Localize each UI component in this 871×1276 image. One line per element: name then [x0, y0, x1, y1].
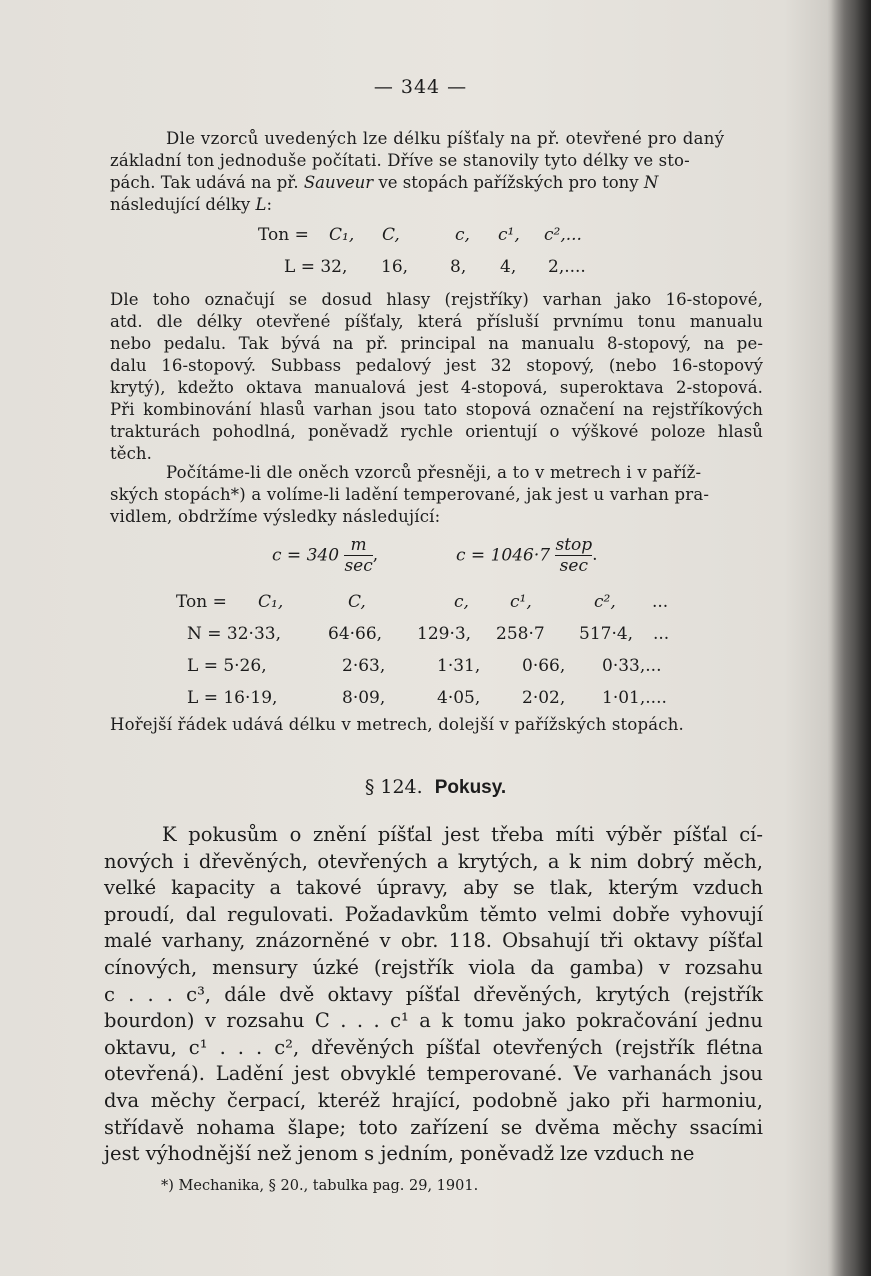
text-line: velké kapacity a takové úpravy, aby se tlak, kterým vzduch	[104, 876, 763, 900]
table-cell: 258·7	[496, 624, 545, 644]
table-cell: ...	[652, 592, 669, 612]
table-cell: c¹,	[510, 592, 532, 612]
text-line: dva měchy čerpací, kteréž hrající, podobně jako při harmoniu,	[104, 1088, 763, 1112]
table-cell: 0·33,...	[602, 656, 662, 676]
text-line: vidlem, obdržíme výsledky následující:	[110, 507, 441, 526]
text-line: těch.	[110, 444, 153, 463]
table-cell: 1·01,....	[602, 688, 667, 708]
text-line: cínových, mensury úzké (rejstřík viola da gamba) v rozsahu	[104, 955, 763, 979]
text-line: střídavě nohama šlape; toto zařízení se dvěma měchy ssacími	[104, 1115, 763, 1139]
length-cell: 8,	[450, 257, 467, 277]
table-cell: 8·09,	[342, 688, 386, 708]
tone-cell: C₁,	[329, 225, 355, 245]
formula-feet: c = 1046·7 $\frac{\text{stop}}{\sec}$ .	[456, 535, 598, 576]
calc-paragraph	[110, 462, 763, 528]
intro-paragraph	[110, 128, 763, 216]
table-cell: 517·4,	[579, 624, 634, 644]
text-line: K pokusům o znění píšťal jest třeba míti výběr píšťal cí-	[162, 823, 763, 846]
text-line: jest výhodnější než jenom s jedním, poněvadž lze vzduch ne	[104, 1142, 695, 1166]
text-line: Dle toho označují se dosud hlasy (rejstříky) varhan jako 16-stopové,	[110, 290, 763, 309]
intro-line-3: pách. Tak udává na př. Sauveur ve stopách pařížských pro tony N	[110, 173, 659, 192]
length-cell: 4,	[500, 257, 517, 277]
table-cell: C,	[348, 592, 366, 612]
tone-cell: c²,...	[544, 225, 582, 245]
page-edge-shadow	[831, 0, 871, 1276]
intro-line-4: následující délky L:	[110, 195, 273, 214]
tone-cell: C,	[382, 225, 400, 245]
ton-label: Ton =	[258, 225, 309, 245]
text-line: Počítáme-li dle oněch vzorců přesněji, a to v metrech i v paříž-	[166, 463, 702, 482]
table-cell: c,	[454, 592, 469, 612]
formula-meters: c = 340 $\frac{m}{\sec}$ ,	[272, 535, 379, 576]
row-label: L = 16·19,	[187, 688, 278, 708]
text-line: malé varhany, znázorněné v obr. 118. Obsahují tři oktavy píšťal	[104, 929, 763, 953]
text-line: krytý), kdežto oktava manualová jest 4-stopová, superoktava 2-stopová.	[110, 378, 763, 397]
fraction-stop-sec: $\frac{\text{stop}}{\sec}$	[555, 535, 593, 576]
table-cell: 129·3,	[417, 624, 472, 644]
tone-cell: c,	[455, 225, 470, 245]
text-line: ských stopách*) a volíme-li ladění temperované, jak jest u varhan pra-	[110, 485, 710, 504]
text-line: c . . . c³, dále dvě oktavy píšťal dřevěných, krytých (rejstřík	[104, 982, 763, 1006]
text-line: Při kombinování hlasů varhan jsou tato stopová označení na rejstříkových	[110, 400, 763, 419]
table-cell: C₁,	[258, 592, 284, 612]
intro-line-1: Dle vzorců uvedených lze délku píšťaly na př. otevřené pro daný	[166, 129, 725, 148]
intro-line-2: základní ton jednoduše počítati. Dříve se stanovily tyto délky ve sto-	[110, 151, 690, 170]
table-cell: 2·02,	[522, 688, 566, 708]
tone-cell: c¹,	[498, 225, 520, 245]
length-cell: 2,....	[548, 257, 586, 277]
table-cell: ...	[653, 624, 670, 644]
table-cell: 0·66,	[522, 656, 566, 676]
section-number: § 124.	[364, 776, 423, 798]
text-line: dalu 16-stopový. Subbass pedalový jest 32 stopový, (nebo 16-stopový	[110, 356, 763, 375]
text-line: nebo pedalu. Tak bývá na př. principal na manualu 8-stopový, na pe-	[110, 334, 763, 353]
table-caption: Hořejší řádek udává délku v metrech, dolejší v pařížských stopách.	[110, 715, 685, 734]
row-label: Ton =	[176, 592, 227, 612]
page-number: — 344 —	[373, 76, 468, 98]
table-cell: 2·63,	[342, 656, 386, 676]
text-line: oktavu, c¹ . . . c², dřevěných píšťal otevřených (rejstřík flétna	[104, 1035, 763, 1059]
section-title: Pokusy.	[434, 777, 507, 798]
length-cell: 16,	[381, 257, 409, 277]
length-label: L = 32,	[284, 257, 348, 277]
text-line: atd. dle délky otevřené píšťaly, která přísluší prvnímu tonu manualu	[110, 312, 763, 331]
text-line: trakturách pohodlná, poněvadž rychle orientují o výškové poloze hlasů	[110, 422, 763, 441]
text-line: proudí, dal regulovati. Požadavkům těmto velmi dobře vyhovují	[104, 902, 763, 926]
table-cell: 4·05,	[437, 688, 481, 708]
fraction-m-sec: $\frac{m}{\sec}$	[344, 535, 373, 576]
section-heading	[0, 776, 871, 799]
row-label: L = 5·26,	[187, 656, 267, 676]
stops-paragraph	[110, 289, 763, 465]
table-cell: c²,	[594, 592, 616, 612]
text-line: otevřená). Ladění jest obvyklé temperované. Ve varhanách jsou	[104, 1062, 763, 1086]
table-cell: 1·31,	[437, 656, 481, 676]
text-line: bourdon) v rozsahu C . . . c¹ a k tomu jako pokračování jednu	[104, 1009, 763, 1033]
table-cell: 64·66,	[328, 624, 383, 644]
row-label: N = 32·33,	[187, 624, 281, 644]
footnote: *) Mechanika, § 20., tabulka pag. 29, 1901.	[161, 1178, 479, 1194]
text-line: nových i dřevěných, otevřených a krytých, a k nim dobrý měch,	[104, 849, 763, 873]
experiments-paragraph	[104, 822, 763, 1168]
